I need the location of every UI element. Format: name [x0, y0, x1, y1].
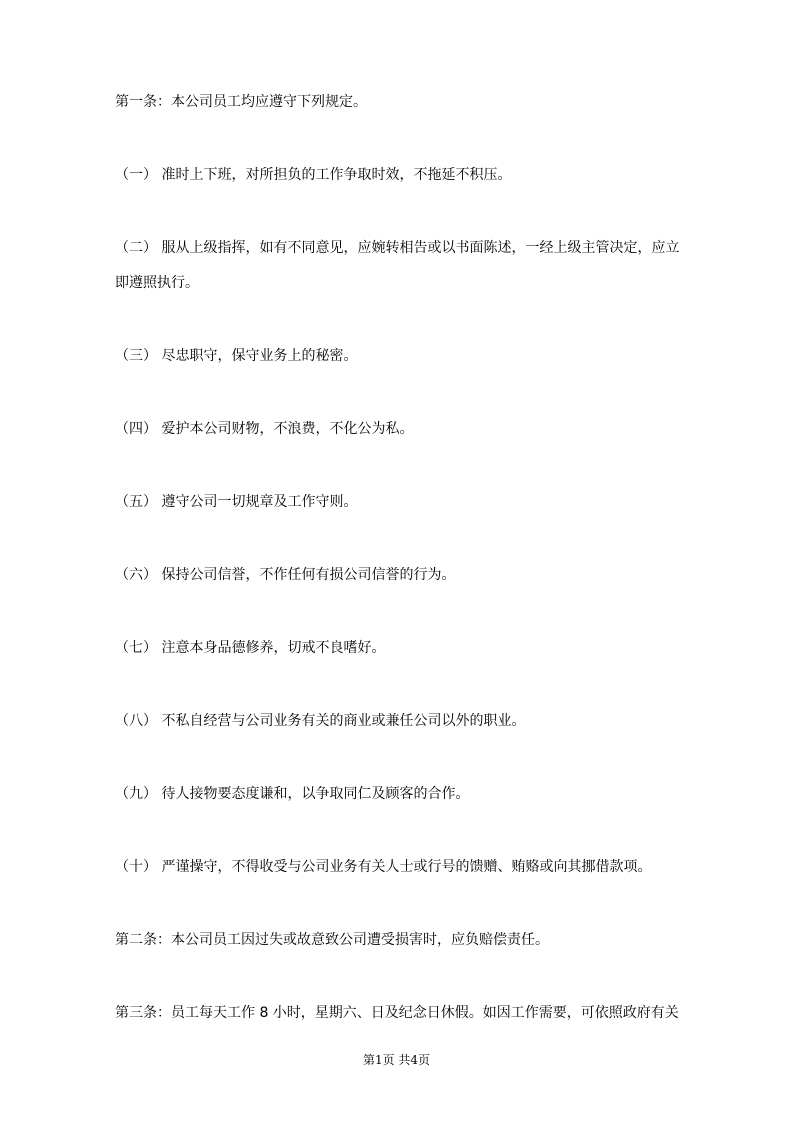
rule-item-8: （八） 不私自经营与公司业务有关的商业或兼任公司以外的职业。 — [115, 713, 526, 729]
rule-item-7: （七） 注意本身品德修养，切戒不良嗜好。 — [115, 640, 386, 656]
rule-item-2: （二） 服从上级指挥，如有不同意见，应婉转相告或以书面陈述，一经上级主管决定，应立即遵照执行。 — [115, 240, 680, 291]
article-1-heading: 第一条：本公司员工均应遵守下列规定。 — [115, 94, 367, 110]
article-2-paragraph: 第二条：本公司员工因过失或故意致公司遭受损害时，应负赔偿责任。 — [115, 932, 549, 948]
rule-item-9: （九） 待人接物要态度谦和，以争取同仁及顾客的合作。 — [115, 786, 470, 802]
rule-item-10: （十） 严谨操守，不得收受与公司业务有关人士或行号的馈赠、贿赂或向其挪借款项。 — [115, 859, 652, 875]
rule-item-3: （三） 尽忠职守，保守业务上的秘密。 — [115, 348, 358, 364]
rule-item-4: （四） 爱护本公司财物，不浪费，不化公为私。 — [115, 421, 414, 437]
page-number-indicator: 第1页 共4页 — [362, 1053, 431, 1067]
article-3-paragraph: 第三条：员工每天工作 8 小时，星期六、日及纪念日休假。如因工作需要，可依照政府有关 — [115, 1005, 679, 1021]
rule-item-1: （一） 准时上下班，对所担负的工作争取时效，不拖延不积压。 — [115, 167, 512, 183]
rule-item-5: （五） 遵守公司一切规章及工作守则。 — [115, 494, 358, 510]
rule-item-6: （六） 保持公司信誉，不作任何有损公司信誉的行为。 — [115, 567, 456, 583]
